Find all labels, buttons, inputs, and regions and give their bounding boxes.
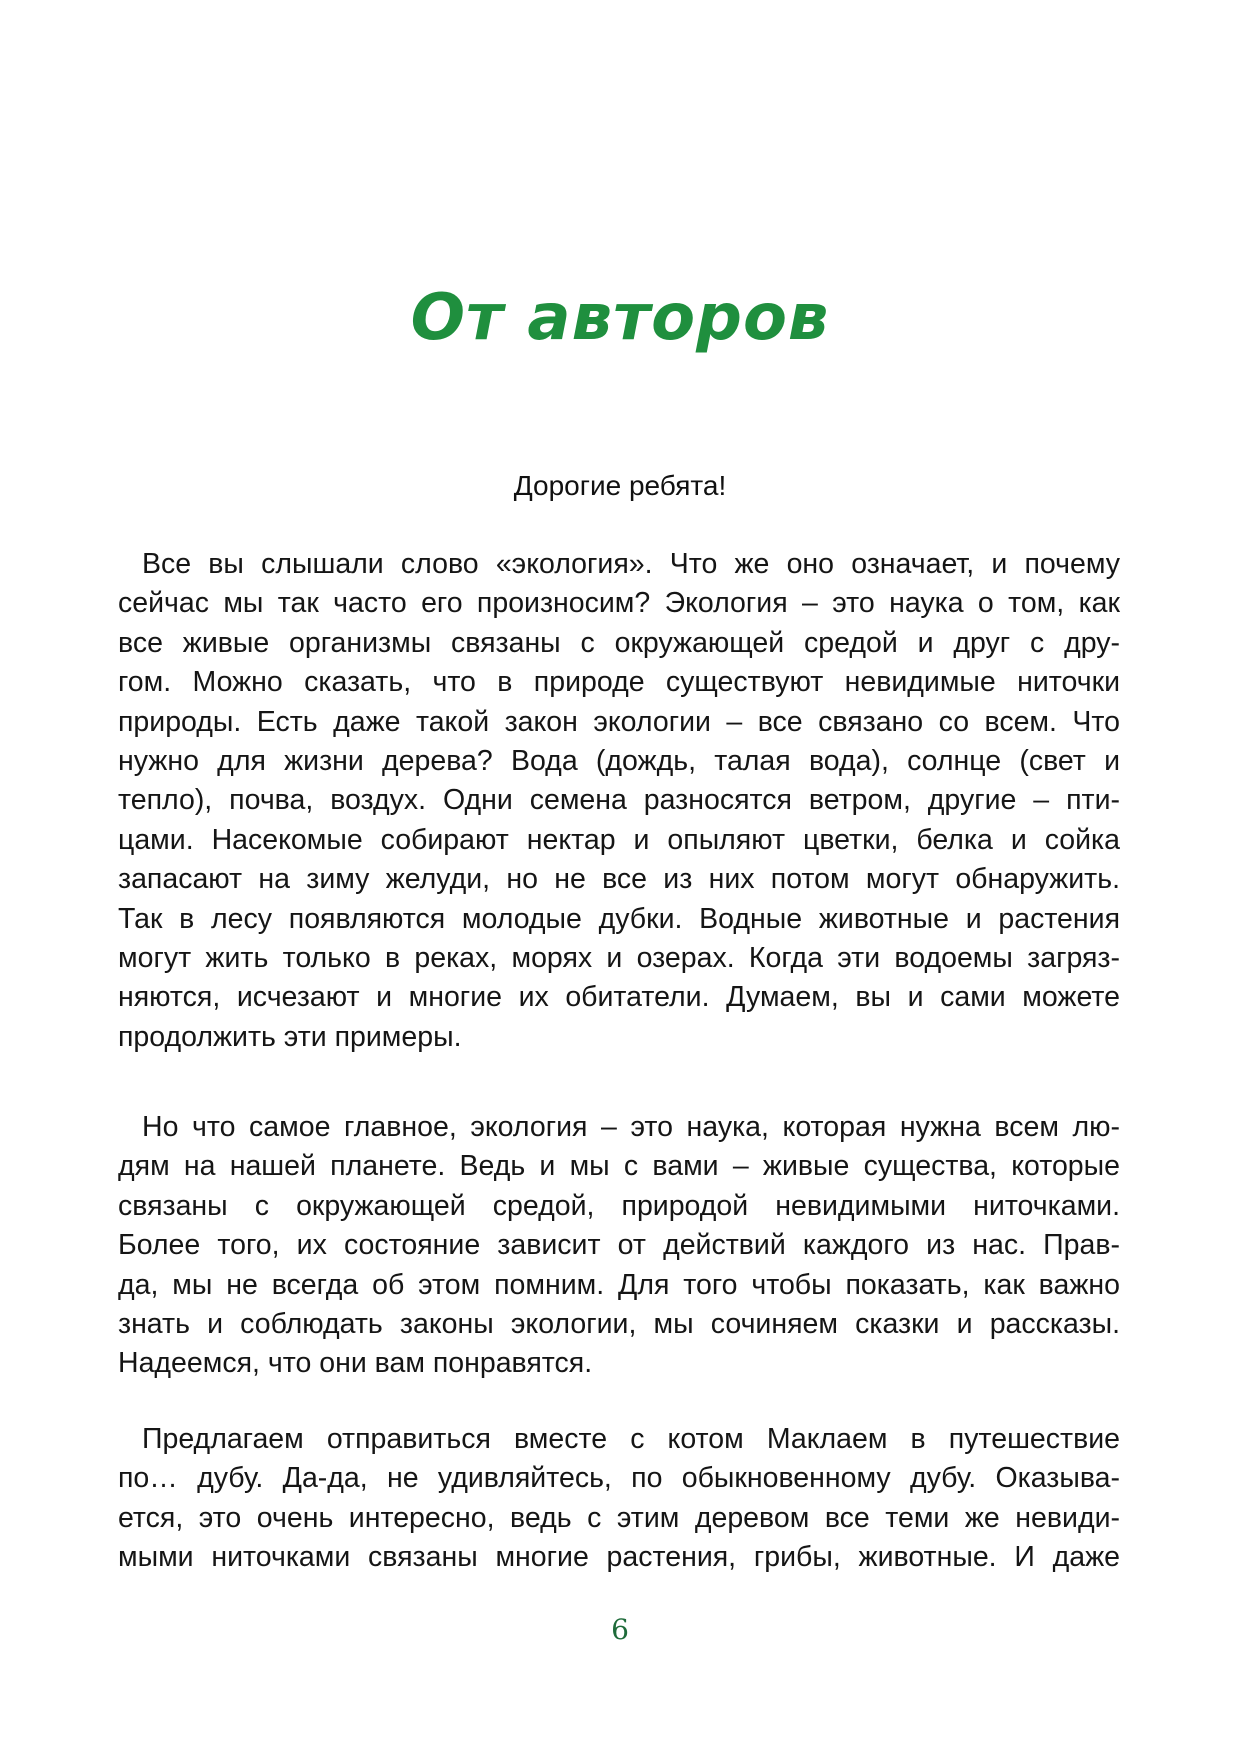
text-line: продолжить эти примеры. [118, 1020, 462, 1053]
text-line: гом. Можно сказать, что в природе существуют невидимые ниточки [118, 666, 1120, 699]
text-line: няются, исчезают и многие их обитатели. Думаем, вы и сами можете [118, 981, 1120, 1014]
text-line: природы. Есть даже такой закон экологии – все связано со всем. Что [118, 705, 1120, 738]
page-title: От авторов [410, 281, 830, 355]
text-line: мыми ниточками связаны многие растения, грибы, животные. И даже [118, 1541, 1120, 1574]
text-line: Так в лесу появляются молодые дубки. Водные животные и растения [118, 902, 1120, 935]
text-line: Более того, их состояние зависит от действий каждого из нас. Прав- [118, 1229, 1120, 1262]
paragraph-ecology-intro [118, 545, 1120, 1057]
text-line: могут жить только в реках, морях и озерах. Когда эти водоемы загряз- [118, 941, 1120, 974]
text-line: нужно для жизни дерева? Вода (дождь, талая вода), солнце (свет и [118, 744, 1120, 777]
text-line: Все вы слышали слово «экология». Что же оно означает, и почему [142, 548, 1120, 580]
paragraph-ecology-importance [118, 1108, 1120, 1384]
paragraph-journey [118, 1420, 1120, 1578]
text-line: тепло), почва, воздух. Одни семена разносятся ветром, другие – пти- [118, 784, 1120, 817]
page-number: 6 [611, 1613, 629, 1646]
text-line: все живые организмы связаны с окружающей средой и друг с дру- [118, 626, 1120, 659]
text-line: цами. Насекомые собирают нектар и опыляют цветки, белка и сойка [118, 823, 1120, 856]
text-line: Предлагаем отправиться вместе с котом Маклаем в путешествие [142, 1423, 1120, 1455]
text-line: сейчас мы так часто его произносим? Экология – это наука о том, как [118, 587, 1120, 620]
text-line: связаны с окружающей средой, природой невидимыми ниточками. [118, 1189, 1120, 1222]
text-line: по… дубу. Да-да, не удивляйтесь, по обыкновенному дубу. Оказыва- [118, 1462, 1120, 1495]
text-line: дям на нашей планете. Ведь и мы с вами – живые существа, которые [118, 1150, 1120, 1183]
text-line: да, мы не всегда об этом помним. Для того чтобы показать, как важно [118, 1268, 1120, 1301]
greeting: Дорогие ребята! [513, 470, 727, 501]
text-line: Но что самое главное, экология – это наука, которая нужна всем лю- [142, 1111, 1120, 1143]
text-line: запасают на зиму желуди, но не все из них потом могут обнаружить. [118, 863, 1120, 896]
text-line: знать и соблюдать законы экологии, мы сочиняем сказки и рассказы. [118, 1307, 1120, 1340]
text-line: ется, это очень интересно, ведь с этим деревом все теми же невиди- [118, 1501, 1120, 1534]
text-line: Надеемся, что они вам понравятся. [118, 1347, 593, 1380]
